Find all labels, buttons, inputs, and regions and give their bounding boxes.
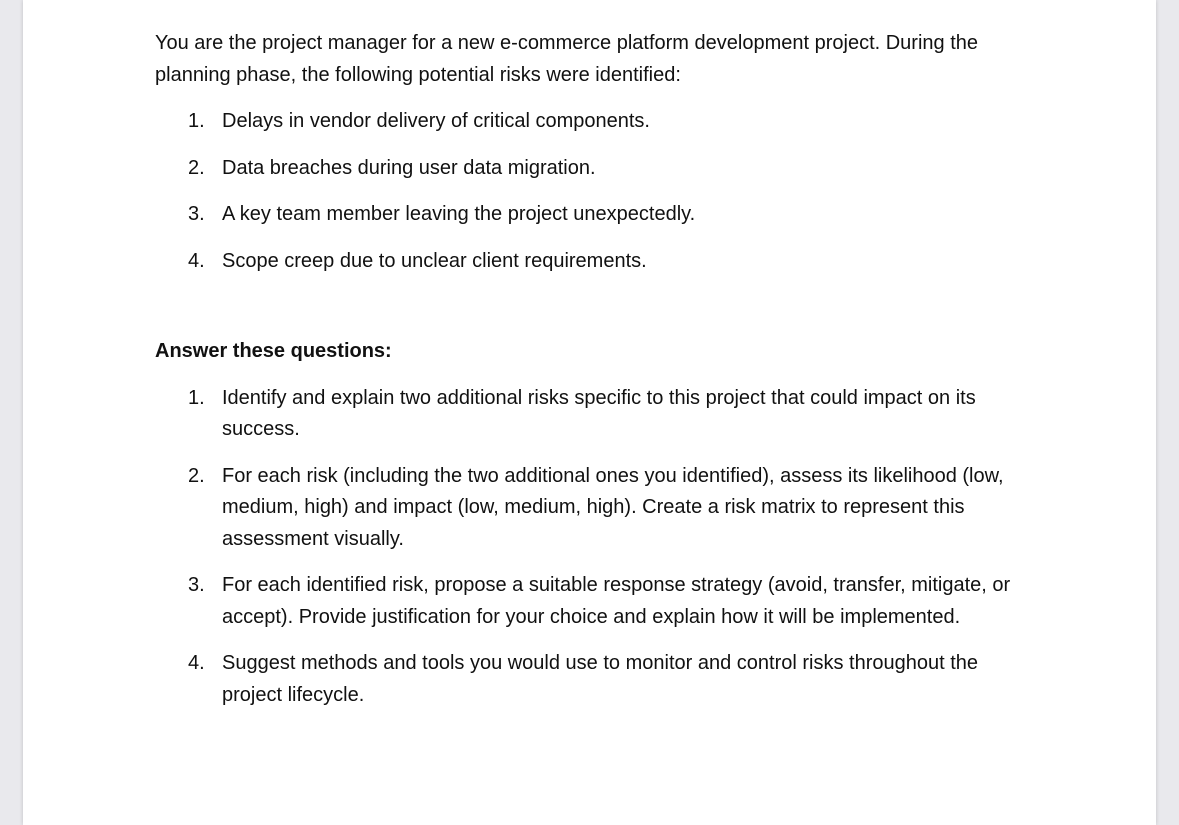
list-item — [155, 461, 1035, 556]
list-number: 4. — [188, 652, 205, 674]
list-item — [155, 570, 1035, 633]
list-item — [155, 383, 1035, 446]
list-item — [155, 199, 1035, 231]
questions-heading: Answer these questions: — [155, 340, 392, 362]
list-number: 2. — [188, 464, 205, 487]
list-number: 3. — [188, 203, 205, 225]
list-item-text: Scope creep due to unclear client requirements. — [222, 249, 647, 272]
list-item — [155, 153, 1035, 185]
list-number: 2. — [188, 156, 205, 179]
list-number: 1. — [188, 386, 205, 409]
list-item-text: Data breaches during user data migration. — [222, 156, 596, 179]
list-item-text: Identify and explain two additional risks specific to this project that could impact on its success. — [222, 386, 976, 440]
list-item-text: Delays in vendor delivery of critical components. — [222, 110, 650, 132]
document-page — [23, 0, 1156, 825]
list-item — [155, 648, 1035, 711]
document-content — [155, 28, 1035, 726]
list-number: 3. — [188, 574, 205, 596]
list-item — [155, 246, 1035, 278]
questions-list — [155, 383, 1035, 712]
risk-list — [155, 106, 1035, 277]
list-item-text: Suggest methods and tools you would use to monitor and control risks throughout the project lifecycle. — [222, 652, 979, 706]
list-item-text: For each identified risk, propose a suitable response strategy (avoid, transfer, mitigate, or accept). Provide justification for your choice and explain how it will be implemented. — [222, 574, 1011, 628]
intro-paragraph: You are the project manager for a new e-commerce platform development project. During the planning phase, the following potential risks were identified: — [155, 32, 979, 86]
list-number: 1. — [188, 110, 205, 132]
list-item — [155, 106, 1035, 138]
list-item-text: A key team member leaving the project unexpectedly. — [222, 203, 696, 225]
list-item-text: For each risk (including the two additional ones you identified), assess its likelihood (low, medium, high) and impact (low, medium, high). Create a risk matrix to represent this assessment visually. — [222, 464, 1004, 550]
list-number: 4. — [188, 249, 205, 272]
